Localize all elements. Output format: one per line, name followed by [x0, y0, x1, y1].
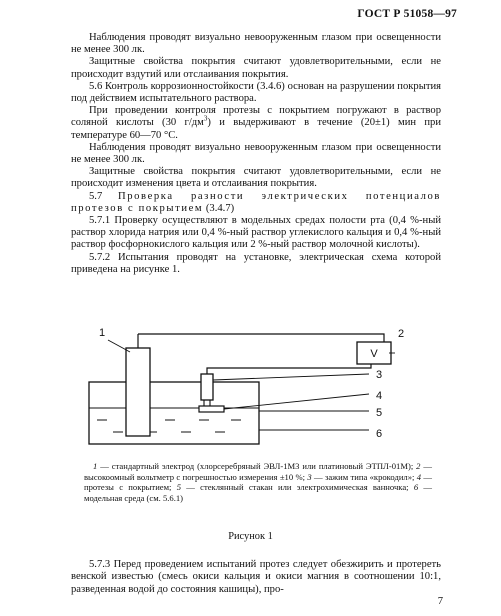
legend-text: стандартный электрод (хлорсеребряный ЭВЛ-1М3 или платиновый ЭТПЛ-01М); [111, 461, 414, 471]
paragraph: Защитные свойства покрытия считают удовлетворительными, если не происходит изменения цвета и отслаивания покрытия. [71, 166, 441, 190]
legend-num: 3 [307, 471, 312, 482]
legend-num: 5 [176, 482, 182, 493]
legend-num: 6 [413, 482, 419, 493]
callout-2: 2 [398, 328, 405, 340]
paragraph-part: ) и выдерживают в течение (20±1) мин при температуре 60—70 °С. [71, 117, 442, 141]
legend-text: зажим типа «крокодил»; [324, 471, 415, 482]
callout-3: 3 [376, 369, 383, 381]
callout-6: 6 [376, 428, 383, 440]
wire-top [138, 334, 384, 342]
paragraph [71, 105, 441, 142]
paragraph: 5.7.2 Испытания проводят на установке, электрическая схема которой приведена на рисунке 1. [71, 251, 441, 275]
paragraph: 5.6 Контроль коррозионностойкости (3.4.6) основан на разрушении покрытия под действием испытательного раствора. [71, 80, 441, 105]
paragraph-part: При проведении контроля протезы с покрытием погружают в раствор соляной кислоты (30 г/дм [71, 105, 441, 129]
callout-1: 1 [99, 327, 106, 339]
paragraph: 5.7.3 Перед проведением испытаний протез следует обезжирить и протереть венской известью (смесь окиси кальция и окиси магния в соотношении 10:1, разведенная водой до состояния кашицы), про- [71, 559, 441, 595]
legend-num: 1 [93, 461, 98, 471]
section-heading [71, 191, 441, 215]
paragraph: 5.7.1 Проверку осуществляют в модельных средах полости рта (0,4 %-ный раствор хлорида натрия или 0,4 %-ный раствор углекислого кальция и 0,4 %-ный раствор фосфорнокислого кальция или 2 %-ный раствор молочной кислоты). [71, 215, 441, 251]
legend-num: 2 [416, 461, 421, 471]
paragraph: Наблюдения проводят визуально невооруженным глазом при освещенности не менее 300 лк. [71, 141, 441, 166]
legend-num: 4 [416, 471, 422, 482]
voltmeter-symbol: V [370, 348, 378, 360]
liquid-dashes [97, 420, 241, 432]
legend-text: модельная среда (см. 5.6.1) [84, 492, 184, 503]
figure-caption: Рисунок 1 [228, 531, 273, 542]
figure-1-schematic [71, 322, 443, 452]
legend-text: стеклянный стакан или электрохимическая ванночка; [200, 482, 409, 493]
paragraph: Защитные свойства покрытия считают удовлетворительными, если не происходит вздутий или отслаивания покрытия. [71, 56, 441, 80]
main-text [71, 32, 441, 276]
crocodile-clip [201, 374, 213, 400]
standard-electrode [126, 348, 150, 436]
callout-4: 4 [376, 390, 383, 402]
continued-text [71, 559, 441, 596]
wire-clip [207, 364, 371, 374]
figure-legend: 1 — стандартный электрод (хлорсеребряный ЭВЛ-1М3 или платиновый ЭТПЛ-01М); 2 — высокоомный вольтметр с погрешностью измерения ±10 %; 3 — зажим типа «крокодил»; 4 — протезы с покрытием; 5 — стеклянный стакан или электрохимическая ванночка; 6 — модельная среда (см. 5.6.1) [84, 461, 432, 503]
section-title: Проверка разности электрических потенциалов протезов с покрытием [71, 190, 441, 214]
legend-text: протезы с покрытием; [84, 482, 172, 493]
page-number: 7 [437, 596, 443, 607]
prosthesis [199, 406, 224, 412]
section-ref: (3.4.7) [205, 202, 235, 214]
section-number: 5.7 [89, 190, 103, 202]
callout-5: 5 [376, 407, 383, 419]
beaker [89, 382, 259, 444]
superscript: 3 [203, 114, 208, 123]
document-id-header: ГОСТ Р 51058—97 [357, 8, 457, 20]
paragraph: Наблюдения проводят визуально невооруженным глазом при освещенности не менее 300 лк. [71, 32, 441, 56]
legend-text: высокоомный вольтметр с погрешностью измерения ±10 %; [84, 471, 306, 482]
